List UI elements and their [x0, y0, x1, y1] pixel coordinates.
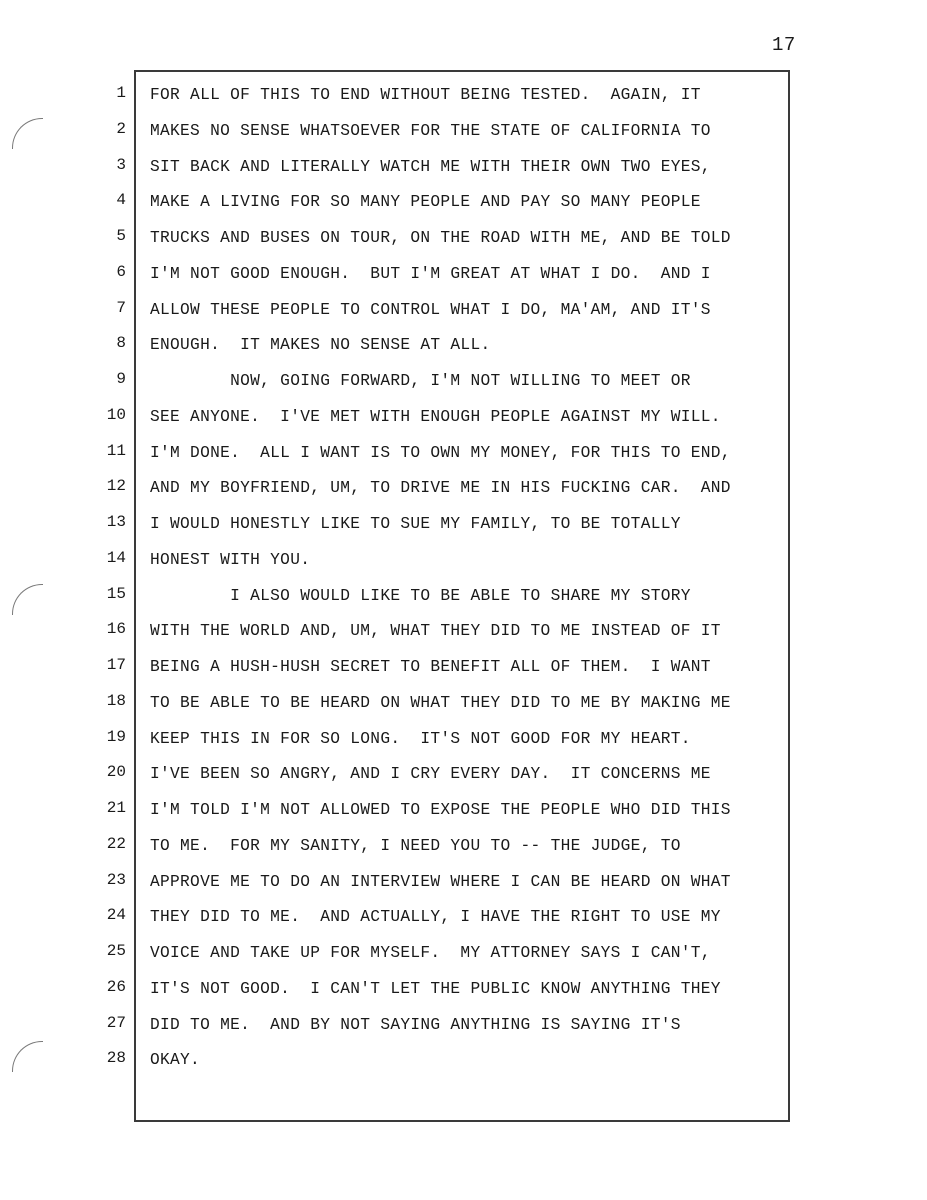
- transcript-line: TRUCKS AND BUSES ON TOUR, ON THE ROAD WITH ME, AND BE TOLD: [150, 229, 731, 247]
- transcript-line: OKAY.: [150, 1051, 201, 1070]
- line-number: 12: [106, 477, 126, 496]
- transcript-line: AND MY BOYFRIEND, UM, TO DRIVE ME IN HIS FUCKING CAR. AND: [150, 479, 731, 498]
- transcript-line: IT'S NOT GOOD. I CAN'T LET THE PUBLIC KNOW ANYTHING THEY: [150, 979, 721, 998]
- line-number: 13: [106, 513, 126, 531]
- transcript-line: I'VE BEEN SO ANGRY, AND I CRY EVERY DAY. IT CONCERNS ME: [150, 765, 711, 784]
- transcript-line: I'M TOLD I'M NOT ALLOWED TO EXPOSE THE PEOPLE WHO DID THIS: [150, 801, 731, 819]
- transcript-line: VOICE AND TAKE UP FOR MYSELF. MY ATTORNEY SAYS I CAN'T,: [150, 944, 711, 962]
- line-number: 15: [106, 584, 126, 603]
- line-number: 1: [116, 84, 126, 102]
- transcript-line: ENOUGH. IT MAKES NO SENSE AT ALL.: [150, 336, 491, 355]
- transcript-line: FOR ALL OF THIS TO END WITHOUT BEING TESTED. AGAIN, IT: [150, 86, 701, 104]
- transcript-line: WITH THE WORLD AND, UM, WHAT THEY DID TO ME INSTEAD OF IT: [150, 622, 721, 641]
- transcript-line: SIT BACK AND LITERALLY WATCH ME WITH THEIR OWN TWO EYES,: [150, 157, 711, 176]
- line-number: 8: [116, 334, 126, 353]
- line-number: 11: [106, 441, 126, 460]
- transcript-line: I WOULD HONESTLY LIKE TO SUE MY FAMILY, TO BE TOTALLY: [150, 515, 681, 533]
- line-number: 14: [106, 548, 126, 567]
- transcript-line: I'M DONE. ALL I WANT IS TO OWN MY MONEY, FOR THIS TO END,: [150, 443, 731, 462]
- transcript-line: TO BE ABLE TO BE HEARD ON WHAT THEY DID TO ME BY MAKING ME: [150, 693, 731, 712]
- transcript-line: DID TO ME. AND BY NOT SAYING ANYTHING IS SAYING IT'S: [150, 1015, 681, 1034]
- transcript-line: APPROVE ME TO DO AN INTERVIEW WHERE I CAN BE HEARD ON WHAT: [150, 872, 731, 891]
- hole-punch-bottom: [12, 1041, 43, 1072]
- line-number: 18: [106, 691, 126, 710]
- hole-punch-top: [12, 118, 43, 149]
- transcript-line: MAKES NO SENSE WHATSOEVER FOR THE STATE OF CALIFORNIA TO: [150, 121, 711, 140]
- line-number: 6: [116, 262, 126, 281]
- line-number: 19: [106, 727, 126, 746]
- transcript-line: THEY DID TO ME. AND ACTUALLY, I HAVE THE RIGHT TO USE MY: [150, 908, 721, 927]
- line-number: 3: [116, 155, 126, 174]
- line-number: 27: [106, 1013, 126, 1032]
- hole-punch-middle: [12, 584, 43, 615]
- line-number: 5: [116, 227, 126, 245]
- transcript-line: BEING A HUSH-HUSH SECRET TO BENEFIT ALL OF THEM. I WANT: [150, 658, 711, 676]
- transcript-line: NOW, GOING FORWARD, I'M NOT WILLING TO MEET OR: [150, 372, 691, 390]
- line-number: 21: [106, 799, 126, 817]
- line-number: 22: [106, 834, 126, 853]
- line-number: 10: [106, 405, 126, 424]
- page-number: 17: [772, 34, 796, 56]
- line-number: 20: [106, 763, 126, 782]
- line-number: 16: [106, 620, 126, 639]
- line-number: 7: [116, 298, 126, 317]
- line-number: 9: [116, 370, 126, 388]
- transcript-line: I'M NOT GOOD ENOUGH. BUT I'M GREAT AT WHAT I DO. AND I: [150, 264, 711, 283]
- transcript-line: SEE ANYONE. I'VE MET WITH ENOUGH PEOPLE AGAINST MY WILL.: [150, 407, 721, 426]
- line-number: 28: [106, 1049, 126, 1068]
- transcript-line: MAKE A LIVING FOR SO MANY PEOPLE AND PAY SO MANY PEOPLE: [150, 193, 701, 212]
- line-number: 2: [116, 119, 126, 138]
- line-number: 26: [106, 977, 126, 996]
- line-number: 17: [106, 656, 126, 674]
- transcript-line: ALLOW THESE PEOPLE TO CONTROL WHAT I DO, MA'AM, AND IT'S: [150, 300, 711, 319]
- line-number: 25: [106, 942, 126, 960]
- line-number: 24: [106, 906, 126, 925]
- transcript-line: HONEST WITH YOU.: [150, 550, 311, 569]
- transcript-line: KEEP THIS IN FOR SO LONG. IT'S NOT GOOD FOR MY HEART.: [150, 729, 691, 748]
- line-number: 23: [106, 870, 126, 889]
- line-number: 4: [116, 191, 126, 210]
- transcript-line: TO ME. FOR MY SANITY, I NEED YOU TO -- THE JUDGE, TO: [150, 836, 681, 855]
- transcript-line: I ALSO WOULD LIKE TO BE ABLE TO SHARE MY STORY: [150, 586, 691, 605]
